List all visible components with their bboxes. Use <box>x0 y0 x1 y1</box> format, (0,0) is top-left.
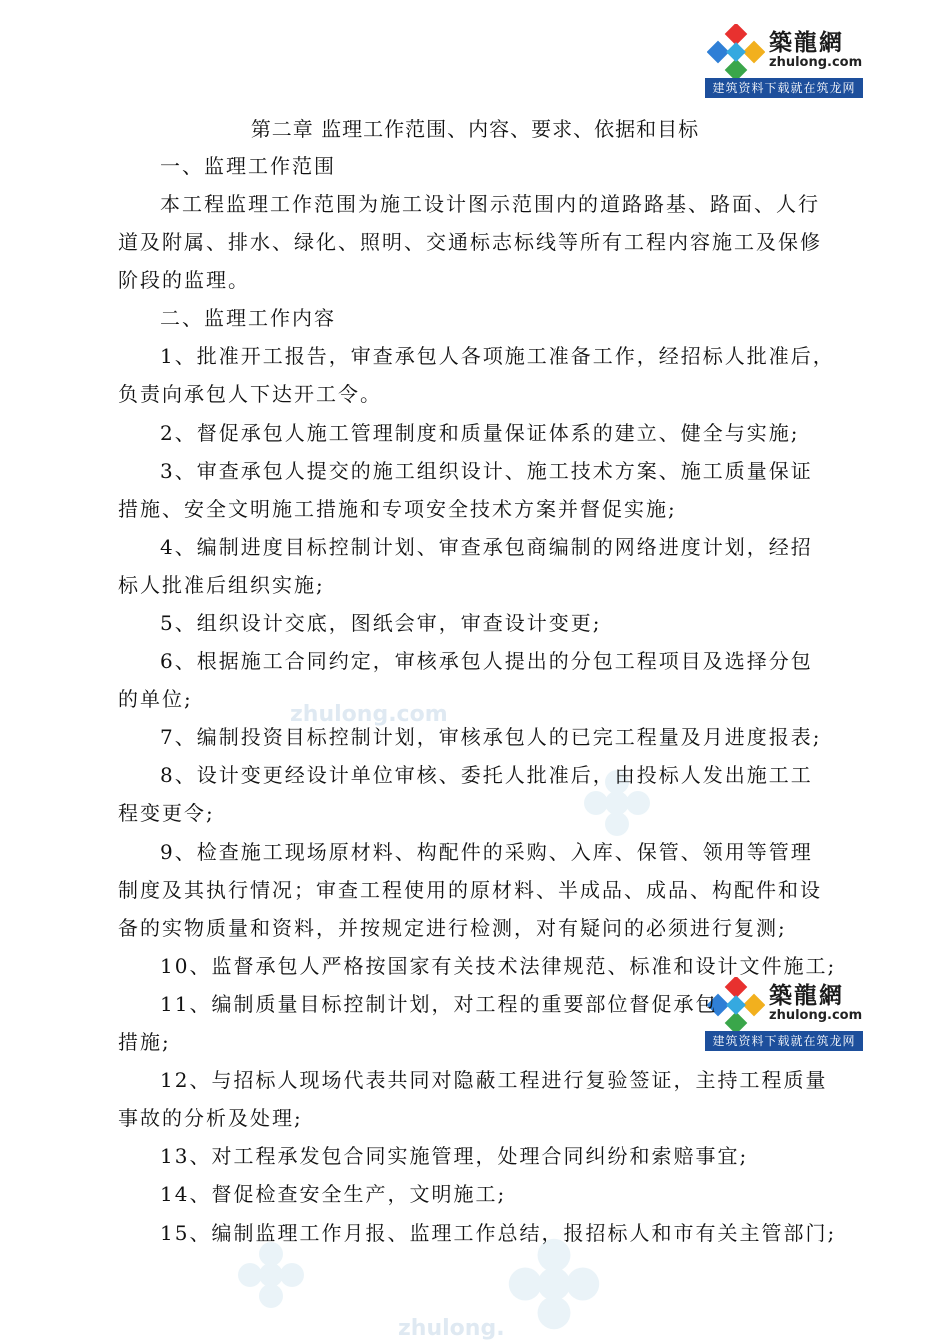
section-heading: 二、监理工作内容 <box>160 306 336 330</box>
list-item-line: 7、编制投资目标控制计划，审核承包人的已完工程量及月进度报表; <box>160 725 822 749</box>
section-heading: 一、监理工作范围 <box>160 154 336 178</box>
list-item-line: 12、与招标人现场代表共同对隐蔽工程进行复验签证，主持工程质量 <box>160 1068 828 1092</box>
logo-banner: 建筑资料下载就在筑龙网 <box>705 78 863 98</box>
list-item-line: 14、督促检查安全生产，文明施工; <box>160 1182 507 1206</box>
logo-banner: 建筑资料下载就在筑龙网 <box>705 1031 863 1051</box>
list-item-line: 备的实物质量和资料，并按规定进行检测，对有疑问的必须进行复测; <box>118 916 787 940</box>
zhulong-flower-icon <box>707 24 765 80</box>
list-item-line: 9、检查施工现场原材料、构配件的采购、入库、保管、领用等管理 <box>160 840 813 864</box>
list-item-line: 2、督促承包人施工管理制度和质量保证体系的建立、健全与实施; <box>160 421 800 445</box>
list-item-line: 的单位; <box>118 687 193 711</box>
paragraph-line: 道及附属、排水、绿化、照明、交通标志标线等所有工程内容施工及保修 <box>118 230 822 254</box>
list-item-line: 6、根据施工合同约定，审核承包人提出的分包工程项目及选择分包 <box>160 649 813 673</box>
list-item-line: 程变更令; <box>118 801 215 825</box>
paragraph-line: 阶段的监理。 <box>118 268 250 292</box>
paragraph-line: 本工程监理工作范围为施工设计图示范围内的道路路基、路面、人行 <box>160 192 820 216</box>
logo-brand-cn: 築龍網 <box>769 982 844 1009</box>
list-item-line: 负责向承包人下达开工令。 <box>118 382 382 406</box>
list-item-line: 4、编制进度目标控制计划、审查承包商编制的网络进度计划，经招 <box>160 535 813 559</box>
list-item-line: 5、组织设计交底，图纸会审，审查设计变更; <box>160 611 602 635</box>
chapter-title: 第二章 监理工作范围、内容、要求、依据和目标 <box>250 117 700 141</box>
list-item-line: 15、编制监理工作月报、监理工作总结，报招标人和市有关主管部门; <box>160 1221 837 1245</box>
watermark-flower-icon <box>236 1240 306 1310</box>
list-item-line: 8、设计变更经设计单位审核、委托人批准后，由投标人发出施工工 <box>160 763 813 787</box>
watermark-text: zhulong.com <box>290 702 448 727</box>
logo-brand-en: zhulong.com <box>769 55 863 70</box>
list-item-line: 措施; <box>118 1030 171 1054</box>
list-item-line: 10、监督承包人严格按国家有关技术法律规范、标准和设计文件施工; <box>160 954 837 978</box>
logo-brand-en: zhulong.com <box>769 1008 863 1023</box>
list-item-line: 措施、安全文明施工措施和专项安全技术方案并督促实施; <box>118 497 677 521</box>
list-item-line: 3、审查承包人提交的施工组织设计、施工技术方案、施工质量保证 <box>160 459 813 483</box>
zhulong-logo-mid <box>705 971 863 1053</box>
watermark-text-bottom: zhulong. <box>398 1316 505 1341</box>
list-item-line: 制度及其执行情况；审查工程使用的原材料、半成品、成品、构配件和设 <box>118 878 822 902</box>
list-item-line: 事故的分析及处理; <box>118 1106 303 1130</box>
list-item-line: 标人批准后组织实施; <box>118 573 325 597</box>
list-item-line: 13、对工程承发包合同实施管理，处理合同纠纷和索赔事宜; <box>160 1144 749 1168</box>
list-item-line: 1、批准开工报告，审查承包人各项施工准备工作，经招标人批准后， <box>160 344 835 368</box>
list-item-line: 11、编制质量目标控制计划，对工程的重要部位督促承包 <box>160 992 718 1016</box>
zhulong-logo-top <box>705 18 863 100</box>
watermark-flower-icon <box>506 1236 602 1332</box>
logo-brand-cn: 築龍網 <box>769 29 844 56</box>
